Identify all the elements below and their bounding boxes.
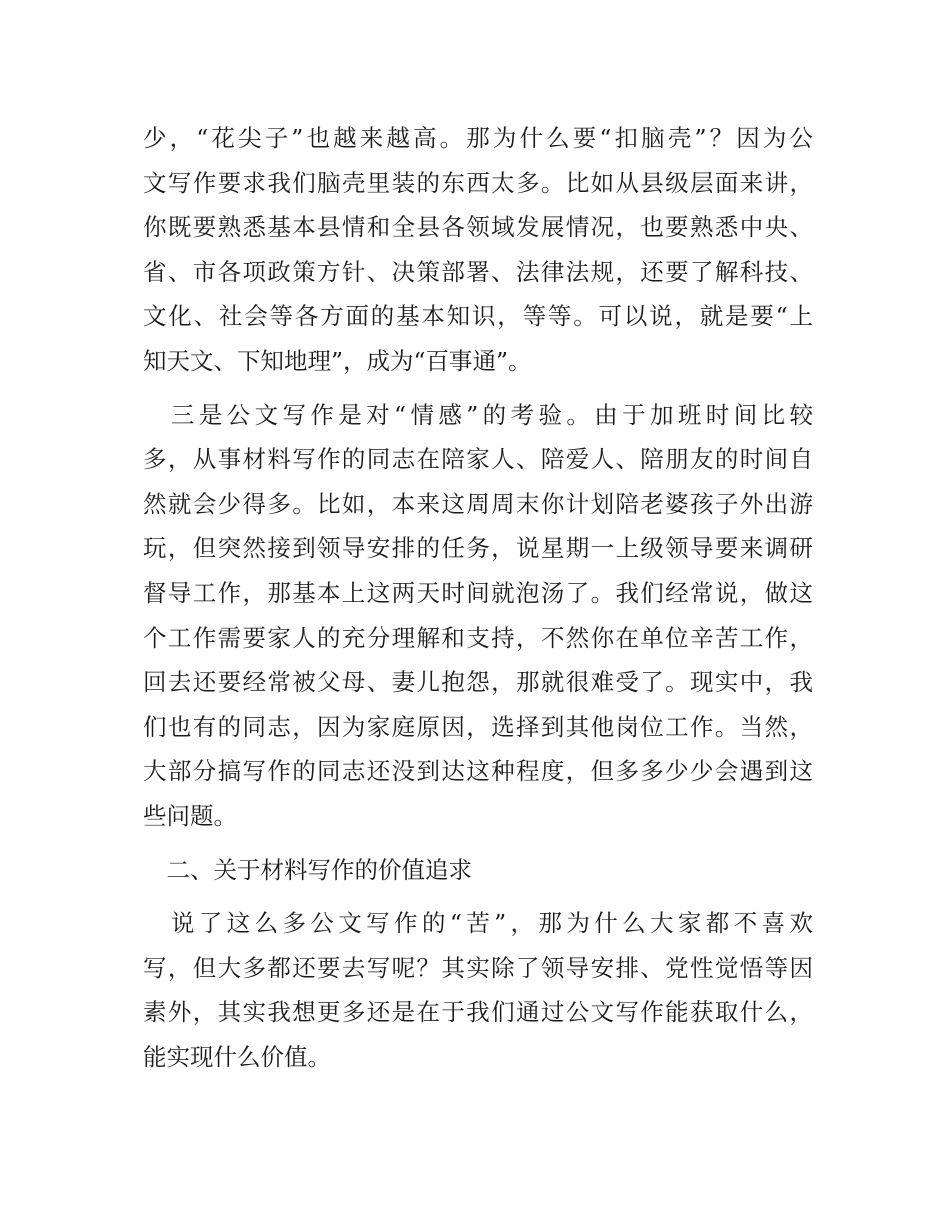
text-line: 文化、社会等各方面的基本知识，等等。可以说，就是要“上 <box>143 302 813 331</box>
text-line: 个工作需要家人的充分理解和支持，不然你在单位辛苦工作， <box>143 623 813 652</box>
text-line: 文写作要求我们脑壳里装的东西太多。比如从县级层面来讲， <box>143 168 813 197</box>
text-line: 三是公文写作是对“情感”的考验。由于加班时间比较 <box>143 400 813 429</box>
paragraph-4 <box>143 901 813 1079</box>
text-line: 然就会少得多。比如，本来这周周末你计划陪老婆孩子外出游 <box>143 489 813 518</box>
document-body <box>143 116 813 1079</box>
text-line: 们也有的同志，因为家庭原因，选择到其他岗位工作。当然， <box>143 712 813 741</box>
text-line: 玩，但突然接到领导安排的任务，说星期一上级领导要来调研 <box>143 534 813 563</box>
text-line: 知天文、下知地理”，成为“百事通”。 <box>143 346 532 375</box>
text-line: 素外，其实我想更多还是在于我们通过公文写作能获取什么， <box>143 998 813 1027</box>
text-line: 督导工作，那基本上这两天时间就泡汤了。我们经常说，做这 <box>143 578 813 607</box>
paragraph-1 <box>143 116 813 384</box>
text-line: 多，从事材料写作的同志在陪家人、陪爱人、陪朋友的时间自 <box>143 445 813 474</box>
text-line: 回去还要经常被父母、妻儿抱怨，那就很难受了。现实中，我 <box>143 668 813 697</box>
paragraph-2 <box>143 393 813 839</box>
text-line: 省、市各项政策方针、决策部署、法律法规，还要了解科技、 <box>143 257 813 286</box>
heading-line: 二、关于材料写作的价值追求 <box>143 855 472 884</box>
text-line: 你既要熟悉基本县情和全县各领域发展情况，也要熟悉中央、 <box>143 213 813 242</box>
text-line: 大部分搞写作的同志还没到达这种程度，但多多少少会遇到这 <box>143 757 813 786</box>
section-heading <box>143 848 813 893</box>
text-line: 写，但大多都还要去写呢？其实除了领导安排、党性觉悟等因 <box>143 953 813 982</box>
text-line: 少，“花尖子”也越来越高。那为什么要“扣脑壳”？因为公 <box>143 124 813 152</box>
text-line: 说了这么多公文写作的“苦”，那为什么大家都不喜欢 <box>143 909 813 938</box>
text-line: 能实现什么价值。 <box>143 1042 331 1071</box>
text-line: 些问题。 <box>143 801 237 830</box>
